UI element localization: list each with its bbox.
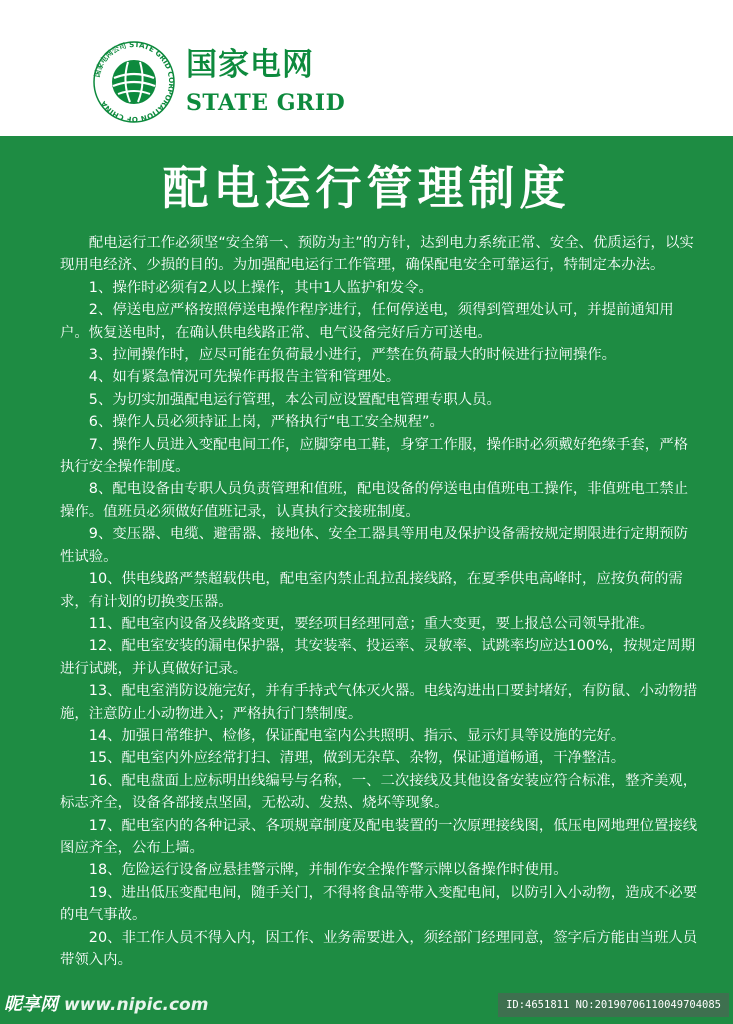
- rule-item: 12、配电室安装的漏电保护器，其安装率、投运率、灵敏率、试跳率均应达100%，按规定周期进行试跳，并认真做好记录。: [60, 638, 696, 677]
- rule-item: 11、配电室内设备及线路变更，要经项目经理同意；重大变更，要上报总公司领导批准。: [88, 615, 654, 632]
- rule-item: 6、操作人员必须持证上岗，严格执行“电工安全规程”。: [88, 414, 444, 431]
- rule-item: 20、非工作人员不得入内，因工作、业务需要进入，须经部门经理同意，签字后方能由当班人员带领入内。: [60, 929, 698, 968]
- rule-item: 14、加强日常维护、检修，保证配电室内公共照明、指示、显示灯具等设施的完好。: [88, 727, 626, 744]
- rule-item: 16、配电盘面上应标明出线编号与名称，一、二次接线及其他设备安装应符合标准，整齐美观，标志齐全，设备各部接点坚固，无松动、发热、烧坏等现象。: [60, 772, 698, 812]
- rule-item: 1、操作时必须有2人以上操作，其中1人监护和发令。: [88, 279, 433, 296]
- rule-item: 15、配电室内外应经常打扫、清理，做到无杂草、杂物，保证通道畅通，干净整洁。: [88, 750, 626, 767]
- rule-item: 4、如有紧急情况可先操作再报告主管和管理处。: [88, 369, 401, 386]
- state-grid-logo-icon: [92, 40, 176, 124]
- rule-item: 17、配电室内的各种记录、各项规章制度及配电装置的一次原理接线图，低压电网地理位置接线图应齐全，公布上墙。: [60, 817, 698, 856]
- rule-item: 19、进出低压变配电间，随手关门，不得将食品等带入变配电间，以防引入小动物，造成不必要的电气事故。: [60, 884, 698, 924]
- regulation-body: [60, 232, 702, 971]
- watermark-image-id: ID:4651811 NO:20190706110049704085: [498, 993, 729, 1017]
- rule-item: 7、操作人员进入变配电间工作，应脚穿电工鞋，身穿工作服，操作时必须戴好绝缘手套，严格执行安全操作制度。: [60, 436, 688, 476]
- rule-item: 3、拉闸操作时，应尽可能在负荷最小进行，严禁在负荷最大的时候进行拉闸操作。: [88, 347, 617, 364]
- rule-item: 10、供电线路严禁超载供电，配电室内禁止乱拉乱接线路，在夏季供电高峰时，应按负荷的需求，有计划的切换变压器。: [60, 571, 683, 610]
- watermark-site-url: www.nipic.com: [64, 995, 209, 1015]
- rule-item: 9、变压器、电缆、避雷器、接地体、安全工器具等用电及保护设备需按规定期限进行定期预防性试验。: [60, 526, 688, 565]
- brand-name-chinese: 国家电网: [186, 47, 314, 83]
- rule-item: 5、为切实加强配电运行管理，本公司应设置配电管理专职人员。: [88, 391, 501, 408]
- page-title: 配电运行管理制度: [162, 161, 571, 215]
- rule-item: 8、配电设备由专职人员负责管理和值班，配电设备的停送电由值班电工操作，非值班电工禁止操作。值班员必须做好值班记录，认真执行交接班制度。: [60, 481, 688, 520]
- brand-name-english: STATE GRID: [186, 90, 346, 116]
- watermark-site-name: 昵享网: [4, 994, 58, 1015]
- rule-item: 18、危险运行设备应悬挂警示牌，并制作安全操作警示牌以备操作时使用。: [88, 862, 568, 879]
- header-banner: [0, 0, 733, 136]
- rule-item: 13、配电室消防设施完好，并有手持式气体灭火器。电线沟进出口要封堵好，有防鼠、小动物措施，注意防止小动物进入；严格执行门禁制度。: [60, 683, 698, 722]
- rule-item: 2、停送电应严格按照停送电操作程序进行，任何停送电，须得到管理处认可，并提前通知用户。恢复送电时，在确认供电线路正常、电气设备完好后方可送电。: [60, 302, 674, 341]
- svg-text:国家电网公司 STATE GRID CORPORATION: 国家电网公司 STATE GRID CORPORATION OF CHINA: [92, 40, 176, 124]
- intro-paragraph: 配电运行工作必须坚“安全第一、预防为主”的方针，达到电力系统正常、安全、优质运行，以实现用电经济、少损的目的。为加强配电运行工作管理，确保配电安全可靠运行，特制定本办法。: [60, 235, 694, 274]
- watermark-site-logo: [4, 990, 208, 1020]
